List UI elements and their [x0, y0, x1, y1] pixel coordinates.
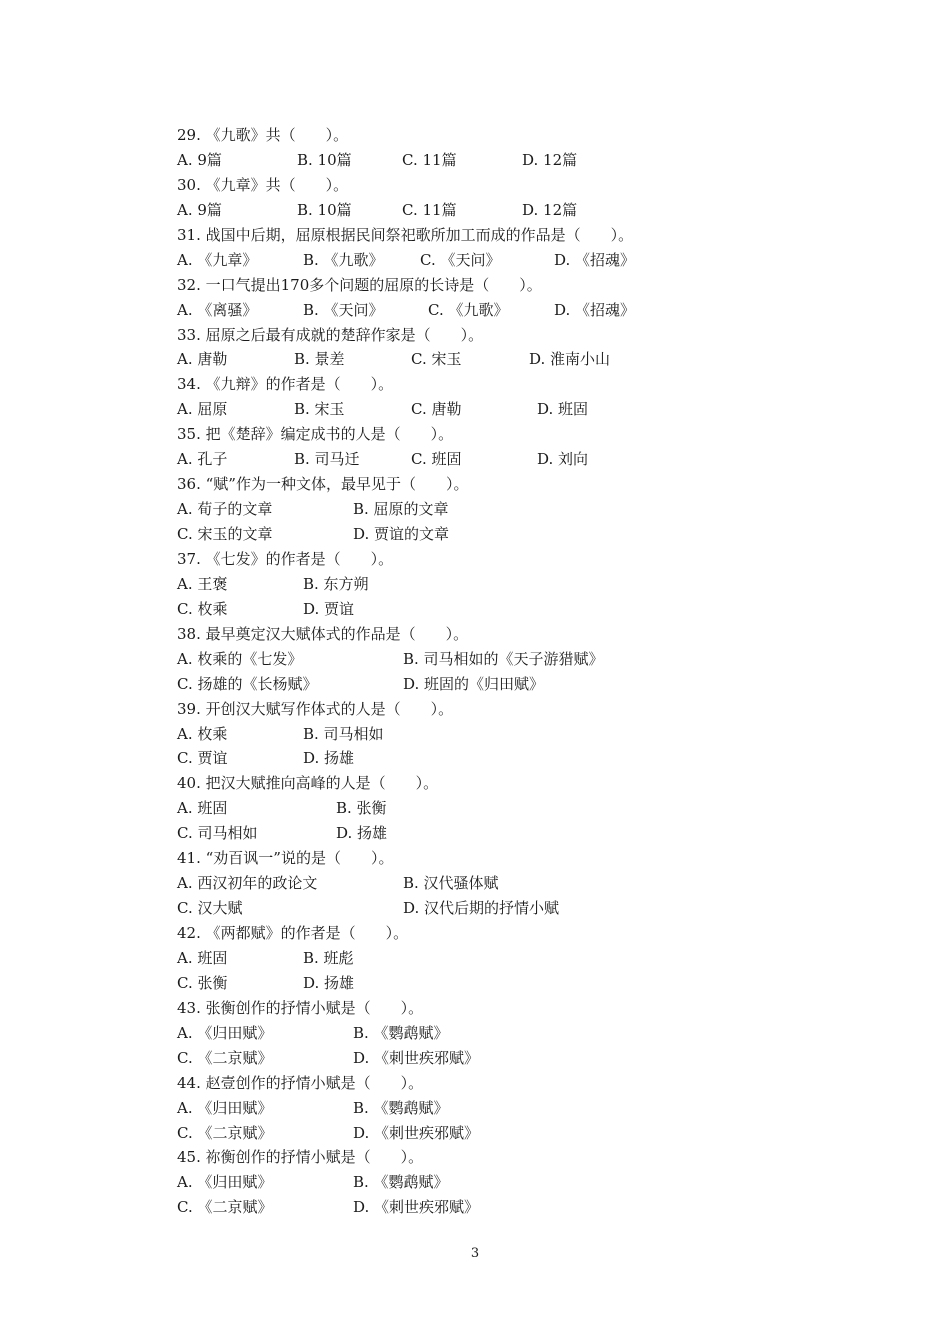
option: D. 12篇	[522, 200, 578, 219]
options-row	[177, 1170, 897, 1195]
question-stem: 34. 《九辩》的作者是（ ）。	[177, 375, 394, 394]
option: C. 11篇	[402, 200, 457, 219]
option: C. 司马相如	[177, 824, 258, 843]
option: C. 《二京赋》	[177, 1198, 273, 1217]
options-row	[177, 796, 897, 821]
options-row	[177, 946, 897, 971]
option: C. 《二京赋》	[177, 1123, 273, 1142]
option: B. 《鹦鹉赋》	[353, 1098, 449, 1117]
question-stem: 44. 赵壹创作的抒情小赋是（ ）。	[177, 1073, 424, 1092]
option: A. 王褒	[177, 574, 228, 593]
option: A. 《归田赋》	[177, 1023, 273, 1042]
option: A. 班固	[177, 948, 228, 967]
options-row	[177, 722, 897, 747]
option: D. 扬雄	[303, 749, 355, 768]
question-stem: 31. 战国中后期，屈原根据民间祭祀歌所加工而成的作品是（ ）。	[177, 225, 634, 244]
question-stem: 45. 祢衡创作的抒情小赋是（ ）。	[177, 1148, 424, 1167]
option: C. 汉大赋	[177, 899, 243, 918]
options-row	[177, 198, 897, 223]
option: C. 唐勒	[411, 400, 462, 419]
options-row	[177, 746, 897, 771]
option: D. 《刺世疾邪赋》	[353, 1048, 480, 1067]
option: C. 张衡	[177, 973, 228, 992]
option: B. 东方朔	[303, 574, 369, 593]
options-row	[177, 1195, 897, 1220]
question-stem: 41. “劝百讽一”说的是（ ）。	[177, 849, 394, 868]
page-number: 3	[470, 1246, 480, 1261]
question-stem: 43. 张衡创作的抒情小赋是（ ）。	[177, 998, 424, 1017]
option: B. 司马相如的《天子游猎赋》	[403, 649, 604, 668]
option: B. 张衡	[336, 799, 387, 818]
question-stem: 30. 《九章》共（ ）。	[177, 175, 349, 194]
option: A. 《归田赋》	[177, 1173, 273, 1192]
option: C. 枚乘	[177, 599, 228, 618]
options-row	[177, 447, 897, 472]
question-stem: 40. 把汉大赋推向高峰的人是（ ）。	[177, 774, 439, 793]
options-row	[177, 647, 897, 672]
question-stem: 35. 把《楚辞》编定成书的人是（ ）。	[177, 425, 454, 444]
option: B. 司马相如	[303, 724, 384, 743]
option: D. 《招魂》	[554, 300, 636, 319]
option: B. 景差	[294, 350, 345, 369]
option: A. 9篇	[177, 150, 222, 169]
option: A. 西汉初年的政论文	[177, 874, 318, 893]
option: C. 《二京赋》	[177, 1048, 273, 1067]
options-row	[177, 871, 897, 896]
option: A. 枚乘	[177, 724, 228, 743]
option: D. 《刺世疾邪赋》	[353, 1198, 480, 1217]
options-row	[177, 148, 897, 173]
options-row	[177, 1046, 897, 1071]
option: C. 《九歌》	[428, 300, 509, 319]
options-row	[177, 672, 897, 697]
options-row	[177, 971, 897, 996]
option: A. 《离骚》	[177, 300, 258, 319]
option: A. 班固	[177, 799, 228, 818]
option: B. 司马迁	[294, 450, 360, 469]
option: B. 《九歌》	[303, 250, 384, 269]
options-row	[177, 522, 897, 547]
question-stem: 36. “赋”作为一种文体，最早见于（ ）。	[177, 475, 469, 494]
option: A. 屈原	[177, 400, 228, 419]
option: D. 12篇	[522, 150, 578, 169]
option: C. 宋玉	[411, 350, 462, 369]
option: B. 《鹦鹉赋》	[353, 1023, 449, 1042]
option: B. 10篇	[297, 150, 352, 169]
question-stem: 32. 一口气提出170多个问题的屈原的长诗是（ ）。	[177, 275, 542, 294]
option: D. 扬雄	[336, 824, 388, 843]
option: D. 班固	[537, 400, 589, 419]
option: D. 贾谊	[303, 599, 355, 618]
option: B. 汉代骚体赋	[403, 874, 499, 893]
option: A. 枚乘的《七发》	[177, 649, 303, 668]
option: A. 唐勒	[177, 350, 228, 369]
option: B. 班彪	[303, 948, 354, 967]
option: A. 《归田赋》	[177, 1098, 273, 1117]
option: C. 11篇	[402, 150, 457, 169]
option: A. 《九章》	[177, 250, 258, 269]
option: C. 贾谊	[177, 749, 228, 768]
option: A. 荀子的文章	[177, 500, 273, 519]
option: A. 孔子	[177, 450, 228, 469]
option: D. 班固的《归田赋》	[403, 674, 545, 693]
option: C. 班固	[411, 450, 462, 469]
options-row	[177, 1021, 897, 1046]
option: D. 扬雄	[303, 973, 355, 992]
options-row	[177, 347, 897, 372]
option: A. 9篇	[177, 200, 222, 219]
options-row	[177, 821, 897, 846]
question-stem: 42. 《两都赋》的作者是（ ）。	[177, 924, 409, 942]
question-stem: 29. 《九歌》共（ ）。	[177, 126, 349, 144]
options-row	[177, 298, 897, 323]
option: B. 《鹦鹉赋》	[353, 1173, 449, 1192]
option: D. 《刺世疾邪赋》	[353, 1123, 480, 1142]
option: D. 《招魂》	[554, 250, 636, 269]
question-stem: 38. 最早奠定汉大赋体式的作品是（ ）。	[177, 624, 469, 643]
option: B. 宋玉	[294, 400, 345, 419]
options-row	[177, 397, 897, 422]
options-row	[177, 597, 897, 622]
options-row	[177, 572, 897, 597]
options-row	[177, 497, 897, 522]
option: B. 《天问》	[303, 300, 384, 319]
question-stem: 33. 屈原之后最有成就的楚辞作家是（ ）。	[177, 325, 484, 344]
option: C. 扬雄的《长杨赋》	[177, 674, 318, 693]
question-stem: 37. 《七发》的作者是（ ）。	[177, 549, 394, 568]
option: D. 刘向	[537, 450, 589, 469]
options-row	[177, 248, 897, 273]
option: D. 汉代后期的抒情小赋	[403, 899, 560, 918]
option: C. 《天问》	[420, 250, 501, 269]
option: D. 贾谊的文章	[353, 525, 450, 543]
options-row	[177, 1096, 897, 1121]
option: D. 淮南小山	[529, 350, 611, 369]
options-row	[177, 1121, 897, 1146]
options-row	[177, 896, 897, 921]
question-stem: 39. 开创汉大赋写作体式的人是（ ）。	[177, 699, 454, 718]
question-list	[177, 123, 897, 1220]
option: B. 屈原的文章	[353, 500, 449, 519]
option: C. 宋玉的文章	[177, 525, 273, 543]
option: B. 10篇	[297, 200, 352, 219]
